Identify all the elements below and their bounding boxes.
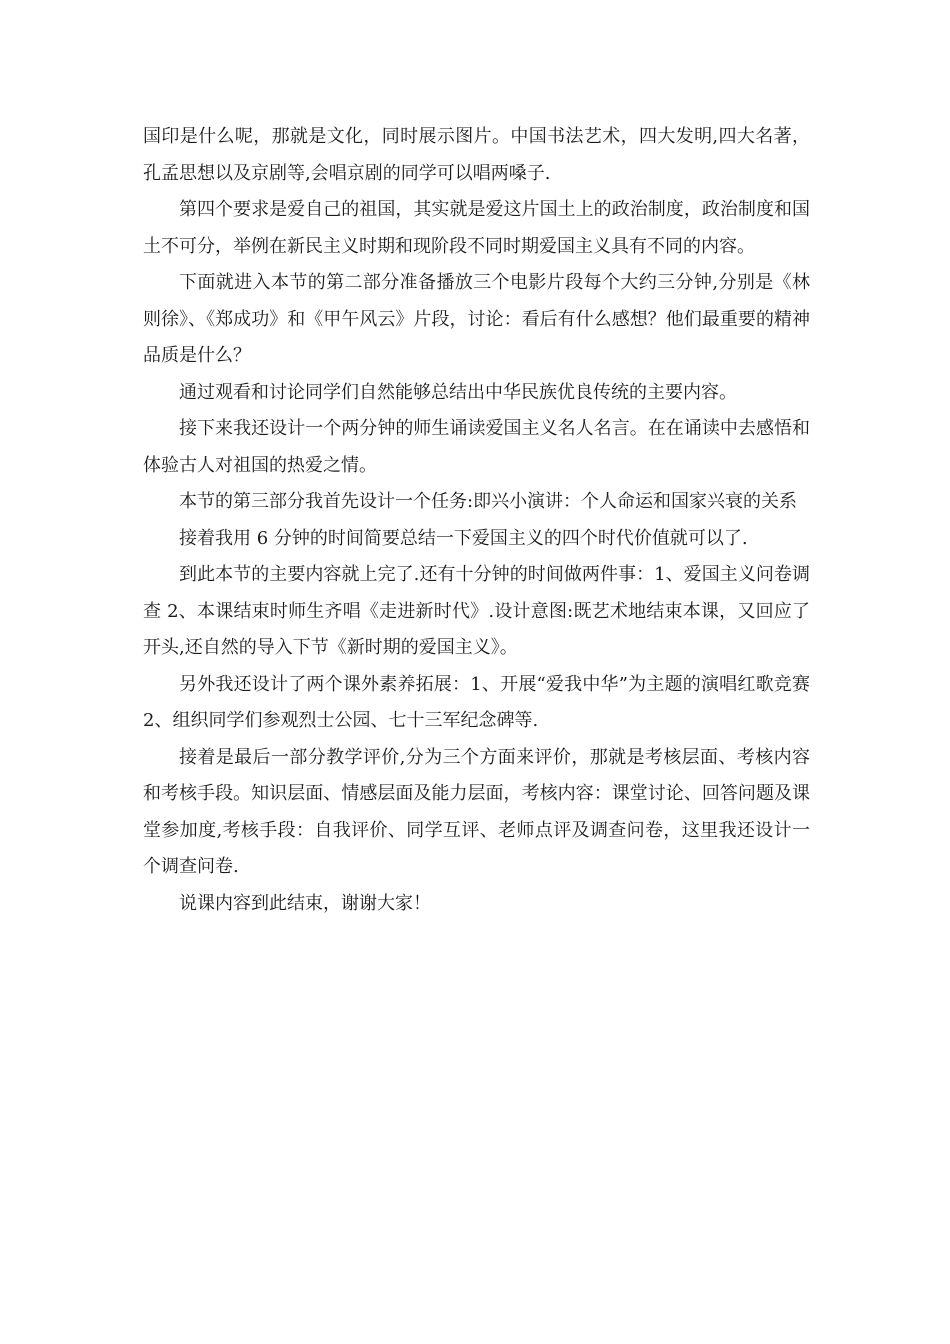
paragraph: 本节的第三部分我首先设计一个任务:即兴小演讲：个人命运和国家兴衰的关系	[179, 491, 798, 512]
closing-paragraph: 说课内容到此结束，谢谢大家！	[179, 892, 431, 914]
paragraph: 通过观看和讨论同学们自然能够总结出中华民族优良传统的主要内容。	[179, 381, 737, 403]
paragraph: 接下来我还设计一个两分钟的师生诵读爱国主义名人名言。在在诵读中去感悟和体验古人对祖国的热爱之情。	[143, 418, 810, 476]
paragraph: 接着我用 6 分钟的时间简要总结一下爱国主义的四个时代价值就可以了.	[179, 527, 748, 549]
paragraph: 另外我还设计了两个课外素养拓展：1、开展“爱我中华”为主题的演唱红歌竞赛 2、组织同学们参观烈士公园、七十三军纪念碑等.	[143, 673, 810, 731]
paragraph: 接着是最后一部分教学评价,分为三个方面来评价，那就是考核层面、考核内容和考核手段。知识层面、情感层面及能力层面，考核内容：课堂讨论、回答问题及课堂参加度,考核手段：自我评价、同学互评、老师点评及调查问卷，这里我还设计一个调查问卷.	[143, 746, 810, 877]
paragraph: 下面就进入本节的第二部分准备播放三个电影片段每个大约三分钟,分别是《林则徐》、《郑成功》和《甲午风云》片段，讨论：看后有什么感想？他们最重要的精神品质是什么？	[143, 272, 810, 366]
paragraph: 第四个要求是爱自己的祖国，其实就是爱这片国土上的政治制度，政治制度和国土不可分，举例在新民主义时期和现阶段不同时期爱国主义具有不同的内容。	[143, 199, 810, 257]
paragraph: 国印是什么呢，那就是文化，同时展示图片。中国书法艺术，四大发明,四大名著，孔孟思想以及京剧等,会唱京剧的同学可以唱两嗓子.	[143, 126, 810, 184]
document-body	[143, 119, 810, 922]
paragraph: 到此本节的主要内容就上完了.还有十分钟的时间做两件事：1、爱国主义问卷调查 2、本课结束时师生齐唱《走进新时代》.设计意图:既艺术地结束本课，又回应了开头,还自然的导入下节《新时期的爱国主义》。	[143, 564, 810, 658]
